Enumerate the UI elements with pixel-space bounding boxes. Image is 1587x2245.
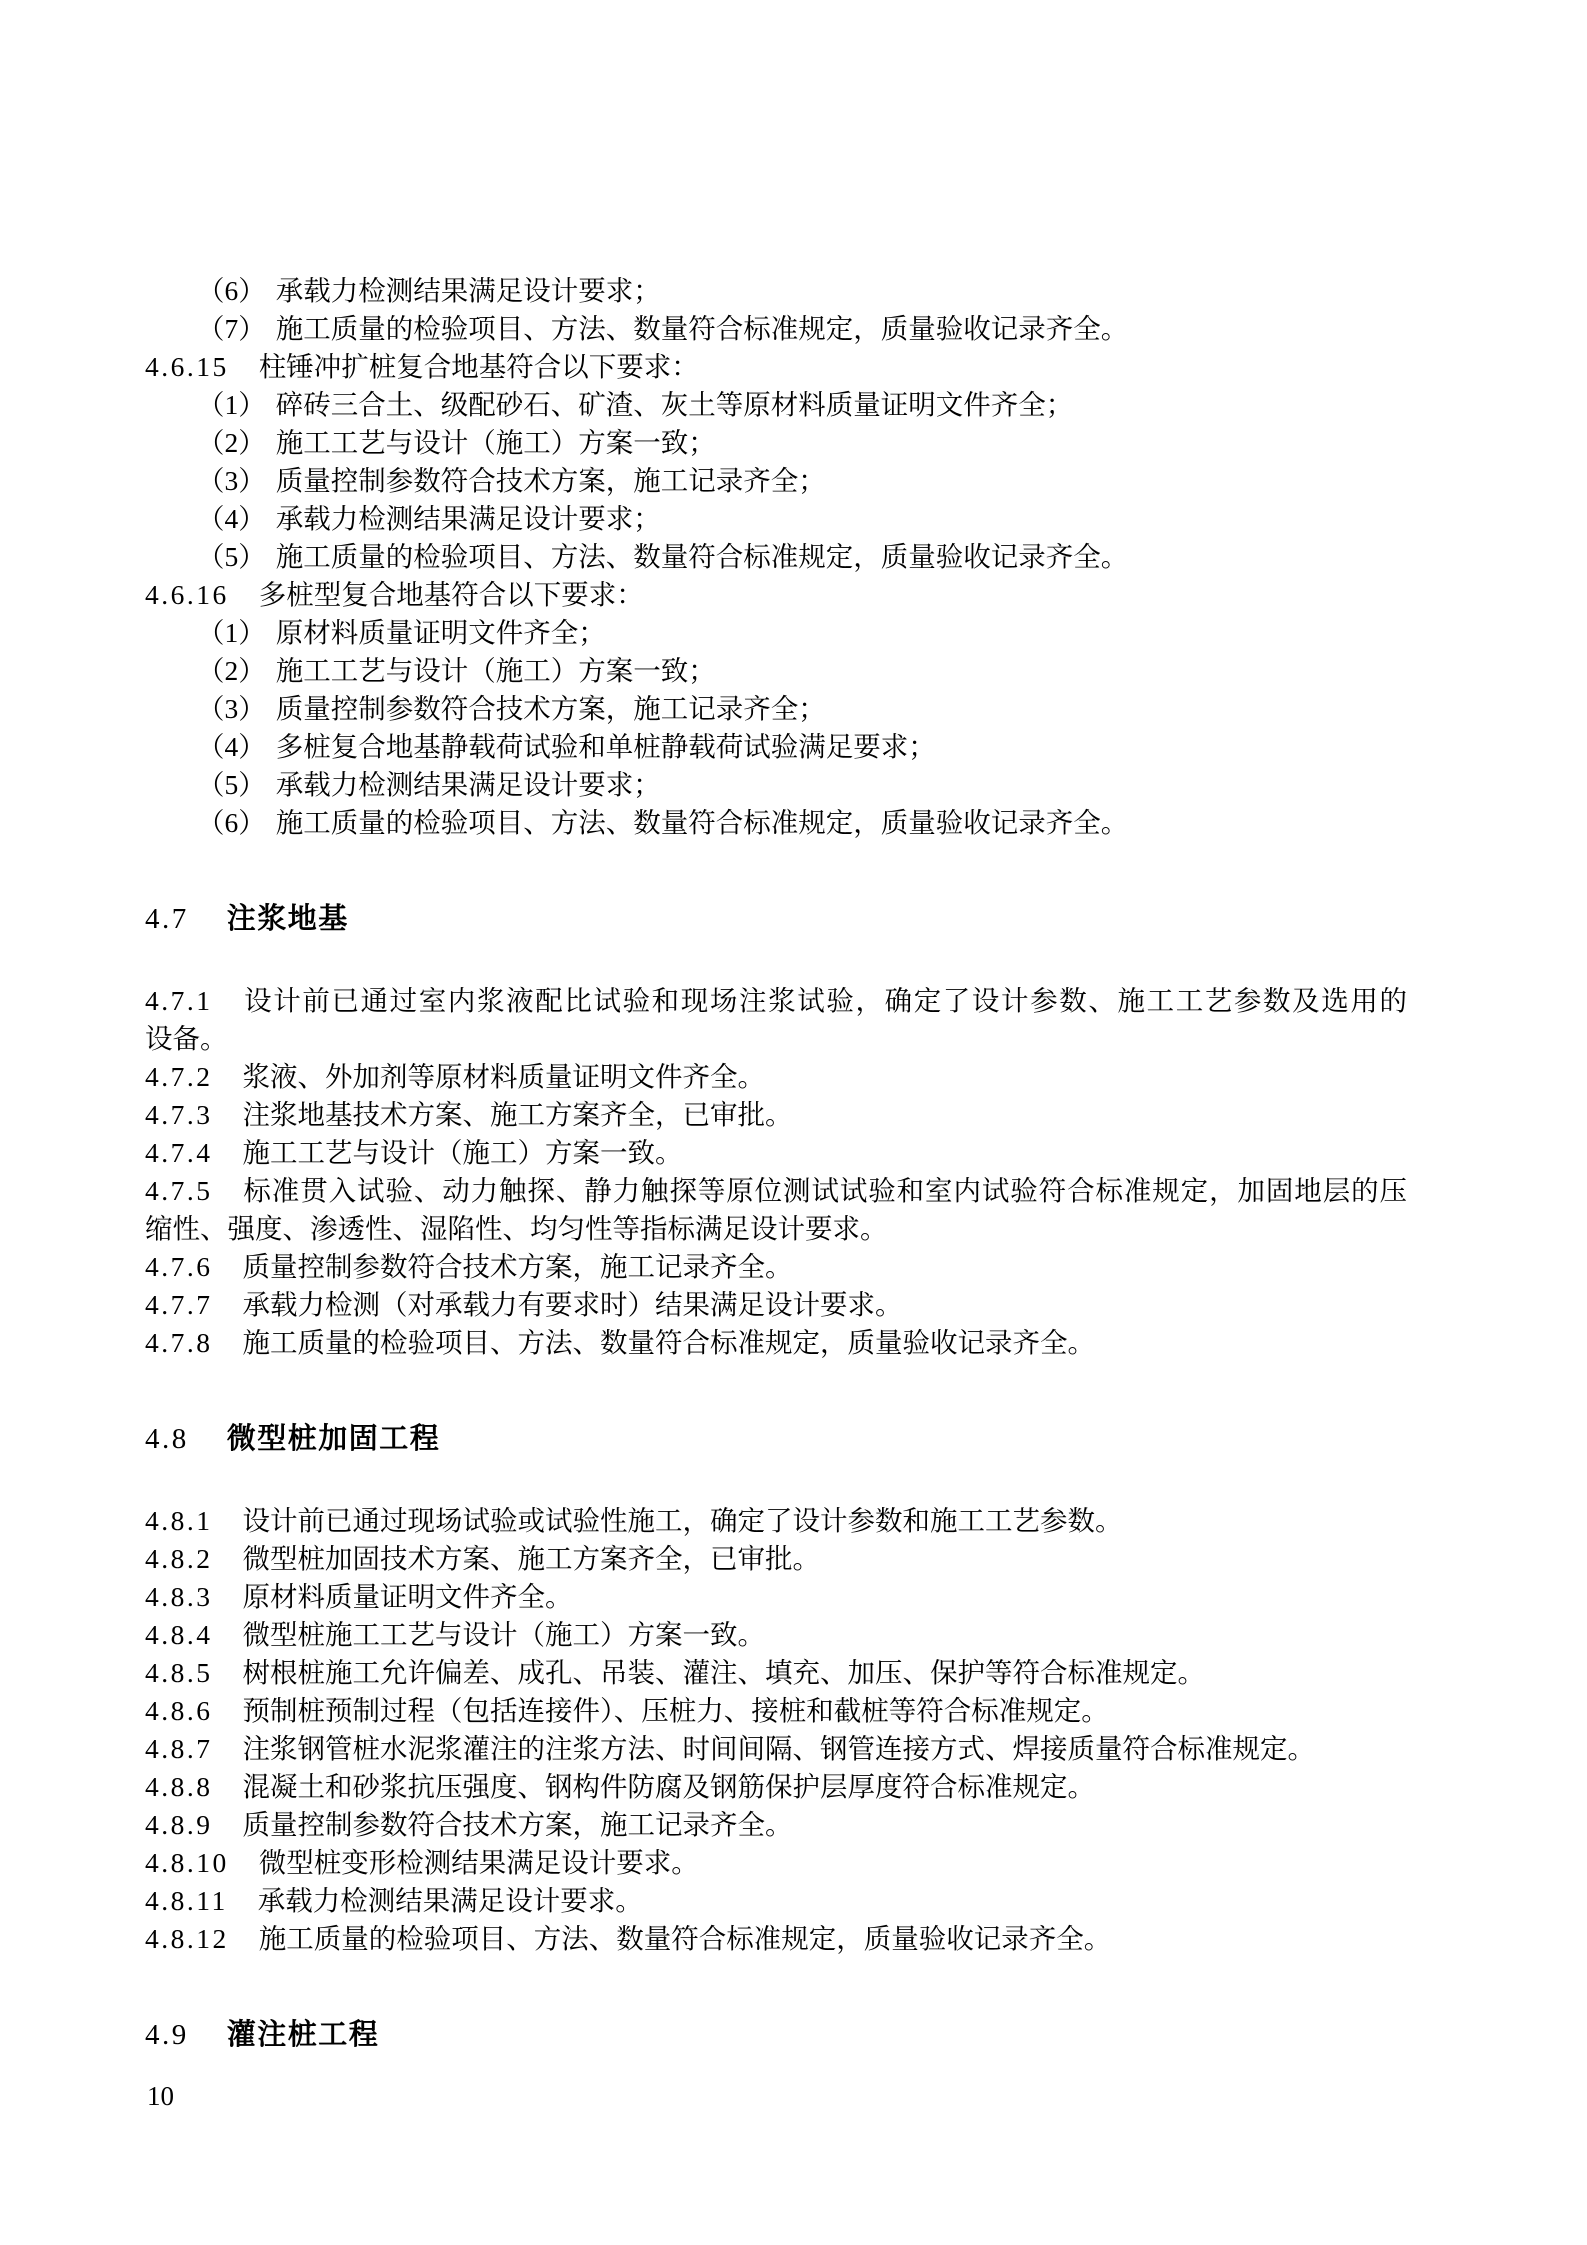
clause	[145, 1844, 1407, 1882]
clause-text: 施工工艺与设计（施工）方案一致。	[242, 1137, 683, 1168]
clause-text: 质量控制参数符合技术方案，施工记录齐全。	[242, 1251, 793, 1282]
section-number: 4.7	[145, 903, 189, 935]
clause-number: 4.8.9	[145, 1809, 213, 1840]
clause-number: 4.7.3	[145, 1099, 213, 1130]
clause-number: 4.8.4	[145, 1619, 213, 1650]
clause-text: 注浆钢管桩水泥浆灌注的注浆方法、时间间隔、钢管连接方式、焊接质量符合标准规定。	[242, 1733, 1315, 1764]
item-text: 多桩复合地基静载荷试验和单桩静载荷试验满足要求；	[275, 731, 936, 762]
clause-number: 4.8.8	[145, 1771, 213, 1802]
section-number: 4.8	[145, 1423, 189, 1455]
document-body	[145, 272, 1407, 2098]
list-item	[145, 424, 1407, 462]
list-item	[145, 804, 1407, 842]
clause-text: 混凝土和砂浆抗压强度、钢构件防腐及钢筋保护层厚度符合标准规定。	[242, 1771, 1095, 1802]
clause-number: 4.6.15	[145, 351, 229, 382]
list-item	[145, 728, 1407, 766]
clause	[145, 1248, 1407, 1286]
clause-text: 原材料质量证明文件齐全。	[242, 1581, 573, 1612]
item-text: 施工质量的检验项目、方法、数量符合标准规定，质量验收记录齐全。	[275, 541, 1129, 572]
clause-number: 4.8.10	[145, 1847, 229, 1878]
clause-number: 4.7.8	[145, 1327, 213, 1358]
section-heading	[145, 2016, 1407, 2054]
clause-text: 施工质量的检验项目、方法、数量符合标准规定，质量验收记录齐全。	[258, 1923, 1112, 1954]
clause-text: 缩性、强度、渗透性、湿陷性、均匀性等指标满足设计要求。	[145, 1213, 888, 1244]
item-marker: （3）	[197, 693, 266, 724]
clause	[145, 1654, 1407, 1692]
clause-text: 设备。	[145, 1023, 228, 1054]
clause-text: 微型桩施工工艺与设计（施工）方案一致。	[242, 1619, 765, 1650]
clause-number: 4.7.7	[145, 1289, 213, 1320]
clause-text: 浆液、外加剂等原材料质量证明文件齐全。	[242, 1061, 765, 1092]
clause-text: 树根桩施工允许偏差、成孔、吊装、灌注、填充、加压、保护等符合标准规定。	[242, 1657, 1205, 1688]
clause	[145, 1730, 1407, 1768]
list-item	[145, 538, 1407, 576]
clause	[145, 1324, 1407, 1362]
clause-text: 预制桩预制过程（包括连接件）、压桩力、接桩和截桩等符合标准规定。	[242, 1695, 1109, 1726]
list-item	[145, 310, 1407, 348]
clause-number: 4.8.5	[145, 1657, 213, 1688]
item-marker: （1）	[197, 617, 266, 648]
clause-number: 4.8.3	[145, 1581, 213, 1612]
list-item	[145, 500, 1407, 538]
clause-number: 4.8.11	[145, 1885, 228, 1916]
item-marker: （2）	[197, 427, 266, 458]
clause-text: 设计前已通过现场试验或试验性施工，确定了设计参数和施工工艺参数。	[242, 1505, 1123, 1536]
item-marker: （6）	[197, 807, 266, 838]
item-text: 施工质量的检验项目、方法、数量符合标准规定，质量验收记录齐全。	[275, 313, 1129, 344]
list-item	[145, 272, 1407, 310]
clause-number: 4.7.1	[145, 985, 213, 1016]
item-marker: （7）	[197, 313, 266, 344]
item-marker: （5）	[197, 769, 266, 800]
clause-text: 承载力检测结果满足设计要求。	[257, 1885, 643, 1916]
item-text: 施工质量的检验项目、方法、数量符合标准规定，质量验收记录齐全。	[275, 807, 1129, 838]
clause	[145, 348, 1407, 386]
section-heading	[145, 900, 1407, 938]
section-heading	[145, 1420, 1407, 1458]
list-item	[145, 690, 1407, 728]
clause-number: 4.7.4	[145, 1137, 213, 1168]
clause-text: 施工质量的检验项目、方法、数量符合标准规定，质量验收记录齐全。	[242, 1327, 1095, 1358]
clause-text: 承载力检测（对承载力有要求时）结果满足设计要求。	[242, 1289, 903, 1320]
item-text: 质量控制参数符合技术方案，施工记录齐全；	[275, 693, 826, 724]
clause-number: 4.8.12	[145, 1923, 229, 1954]
clause-text: 质量控制参数符合技术方案，施工记录齐全。	[242, 1809, 793, 1840]
item-marker: （3）	[197, 465, 266, 496]
section-title: 微型桩加固工程	[226, 1423, 441, 1455]
clause-number: 4.6.16	[145, 579, 229, 610]
clause-text: 设计前已通过室内浆液配比试验和现场注浆试验，确定了设计参数、施工工艺参数及选用的	[242, 985, 1407, 1016]
clause-number: 4.8.6	[145, 1695, 213, 1726]
item-marker: （4）	[197, 503, 266, 534]
clause-text: 微型桩加固技术方案、施工方案齐全，已审批。	[242, 1543, 820, 1574]
section-title: 注浆地基	[226, 903, 349, 935]
section-title: 灌注桩工程	[226, 2019, 380, 2051]
clause	[145, 1616, 1407, 1654]
item-marker: （5）	[197, 541, 266, 572]
item-text: 承载力检测结果满足设计要求；	[275, 503, 661, 534]
clause-number: 4.8.1	[145, 1505, 213, 1536]
clause	[145, 1172, 1407, 1210]
clause-text: 标准贯入试验、动力触探、静力触探等原位测试试验和室内试验符合标准规定，加固地层的压	[242, 1175, 1407, 1206]
clause-continuation	[145, 1020, 1407, 1058]
clause	[145, 1058, 1407, 1096]
clause	[145, 1920, 1407, 1958]
clause-continuation	[145, 1210, 1407, 1248]
item-text: 承载力检测结果满足设计要求；	[275, 275, 661, 306]
clause-number: 4.7.5	[145, 1175, 213, 1206]
list-item	[145, 614, 1407, 652]
item-text: 碎砖三合土、级配砂石、矿渣、灰土等原材料质量证明文件齐全；	[275, 389, 1074, 420]
clause	[145, 1502, 1407, 1540]
clause	[145, 1096, 1407, 1134]
item-marker: （2）	[197, 655, 266, 686]
clause	[145, 982, 1407, 1020]
item-text: 原材料质量证明文件齐全；	[275, 617, 606, 648]
item-text: 承载力检测结果满足设计要求；	[275, 769, 661, 800]
list-item	[145, 462, 1407, 500]
clause-text: 柱锤冲扩桩复合地基符合以下要求：	[258, 351, 699, 382]
item-marker: （1）	[197, 389, 266, 420]
clause	[145, 576, 1407, 614]
list-item	[145, 652, 1407, 690]
item-text: 质量控制参数符合技术方案，施工记录齐全；	[275, 465, 826, 496]
clause-number: 4.8.7	[145, 1733, 213, 1764]
clause	[145, 1768, 1407, 1806]
clause	[145, 1134, 1407, 1172]
list-item	[145, 386, 1407, 424]
clause-number: 4.7.6	[145, 1251, 213, 1282]
clause	[145, 1540, 1407, 1578]
clause-text: 多桩型复合地基符合以下要求：	[258, 579, 644, 610]
clause	[145, 1806, 1407, 1844]
clause	[145, 1882, 1407, 1920]
clause	[145, 1286, 1407, 1324]
clause	[145, 1578, 1407, 1616]
section-number: 4.9	[145, 2019, 189, 2051]
clause-number: 4.8.2	[145, 1543, 213, 1574]
item-text: 施工工艺与设计（施工）方案一致；	[275, 655, 716, 686]
clause-text: 微型桩变形检测结果满足设计要求。	[258, 1847, 699, 1878]
clause	[145, 1692, 1407, 1730]
item-text: 施工工艺与设计（施工）方案一致；	[275, 427, 716, 458]
list-item	[145, 766, 1407, 804]
clause-text: 注浆地基技术方案、施工方案齐全，已审批。	[242, 1099, 793, 1130]
clause-number: 4.7.2	[145, 1061, 213, 1092]
page-number: 10	[147, 2081, 174, 2111]
item-marker: （4）	[197, 731, 266, 762]
item-marker: （6）	[197, 275, 266, 306]
